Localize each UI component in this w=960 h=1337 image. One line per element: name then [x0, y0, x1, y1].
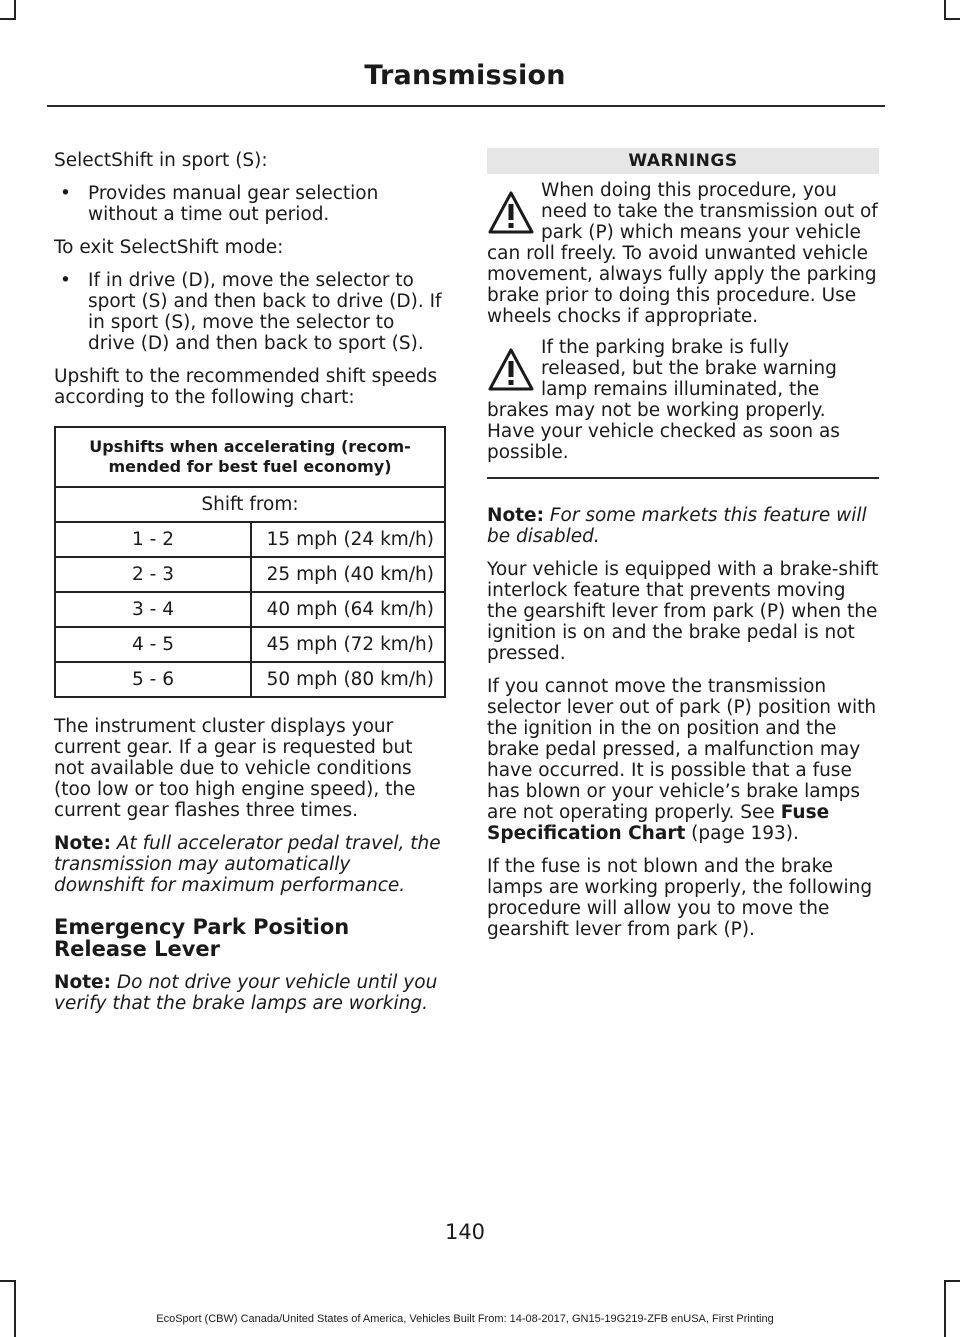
speed-cell: 15 mph (24 km/h): [251, 522, 445, 557]
table-row: [55, 522, 445, 557]
left-column: [54, 150, 446, 1026]
malfunction-paragraph: [487, 676, 879, 844]
table-row: [55, 662, 445, 697]
note-label: Note:: [487, 505, 544, 526]
interlock-paragraph: Your vehicle is equipped with a brake-shift interlock feature that prevents moving the gearshift lever from park (P) when the ignition is on and the brake pedal is not pressed.: [487, 559, 879, 664]
speed-cell: 50 mph (80 km/h): [251, 662, 445, 697]
bullet-dot-icon: •: [60, 183, 71, 204]
note-text: At full accelerator pedal travel, the transmission may automatically downshift for maximum performance.: [54, 833, 441, 896]
speed-cell: 45 mph (72 km/h): [251, 627, 445, 662]
warnings-title: WARNINGS: [487, 148, 879, 174]
exit-selectshift-intro: To exit SelectShift mode:: [54, 237, 284, 258]
crop-mark-bl-v: [14, 1280, 16, 1337]
crop-mark-tl-v: [14, 0, 16, 20]
section-heading: Emergency Park Position Release Lever: [54, 915, 350, 961]
paragraph-text: (page 193).: [685, 823, 799, 844]
paragraph-text: If you cannot move the transmission selector lever out of park (P) position with the ignition in the on position and the brake pedal pressed, a malfunction may have occurred. It is possible that a fuse has blown or your vehicle’s brake lamps are not operating properly. See: [487, 676, 877, 823]
gear-cell: 3 - 4: [55, 592, 251, 627]
note-markets: [487, 505, 879, 547]
crop-mark-bl-h: [0, 1280, 16, 1282]
warning-item: [487, 180, 879, 327]
gear-cell: 1 - 2: [55, 522, 251, 557]
procedure-paragraph: If the fuse is not blown and the brake lamps are working properly, the following procedure will allow you to move the gearshift lever from park (P).: [487, 856, 873, 940]
right-column: [487, 148, 879, 952]
warnings-box: [487, 148, 879, 479]
crop-mark-tr-v: [944, 0, 946, 20]
note-text: For some markets this feature will be disabled.: [487, 505, 867, 547]
table-row: [55, 627, 445, 662]
footer-text: EcoSport (CBW) Canada/United States of America, Vehicles Built From: 14-08-2017, GN15-19G219-ZFB enUSA, First Printing: [156, 1313, 774, 1325]
fuse-chart-link[interactable]: Fuse Specification Chart: [487, 802, 830, 844]
bullet-text: If in drive (D), move the selector to sport (S) and then back to drive (D). If in sport (S), move the selector to drive (D) and then back to sport (S).: [88, 270, 442, 354]
crop-mark-tr-h: [944, 18, 960, 20]
warning-text: When doing this procedure, you need to take the transmission out of park (P) which means your vehicle can roll freely. To avoid unwanted vehicle movement, always fully apply the parking brake prior to doing this procedure. Use wheels chocks if appropriate.: [487, 180, 878, 327]
table-title: Upshifts when accelerating (recom-mended for best fuel economy): [55, 427, 445, 487]
crop-mark-br-v: [944, 1280, 946, 1337]
bullet-item: [54, 183, 446, 225]
table-subheader: Shift from:: [55, 487, 445, 522]
upshift-table: [54, 426, 446, 698]
table-row: [55, 557, 445, 592]
cluster-paragraph: The instrument cluster displays your current gear. If a gear is requested but not available due to vehicle conditions (too low or too high engine speed), the current gear flashes three times.: [54, 716, 416, 821]
warnings-divider: [487, 477, 879, 479]
table-subheader-row: [55, 487, 445, 522]
warning-text: If the parking brake is fully released, but the brake warning lamp remains illuminated, the brakes may not be working properly. Have your vehicle checked as soon as possible.: [487, 337, 840, 463]
gear-cell: 5 - 6: [55, 662, 251, 697]
note-downshift: [54, 833, 446, 896]
note-brake-lamps: [54, 972, 446, 1014]
gear-cell: 4 - 5: [55, 627, 251, 662]
bullet-dot-icon: •: [60, 270, 71, 291]
header-divider: [47, 105, 885, 107]
note-label: Note:: [54, 833, 111, 854]
upshift-intro: Upshift to the recommended shift speeds according to the following chart:: [54, 366, 438, 408]
crop-mark-tl-h: [0, 18, 16, 20]
warning-triangle-icon: [487, 190, 535, 236]
gear-cell: 2 - 3: [55, 557, 251, 592]
table-row: [55, 592, 445, 627]
warning-triangle-icon: [487, 347, 535, 393]
note-label: Note:: [54, 972, 111, 993]
warning-item: [487, 337, 879, 463]
speed-cell: 40 mph (64 km/h): [251, 592, 445, 627]
page-title: Transmission: [364, 60, 566, 91]
crop-mark-br-h: [944, 1280, 960, 1282]
table-header-row: [55, 427, 445, 487]
selectshift-sport-intro: SelectShift in sport (S):: [54, 150, 268, 171]
speed-cell: 25 mph (40 km/h): [251, 557, 445, 592]
note-text: Do not drive your vehicle until you verify that the brake lamps are working.: [54, 972, 438, 1014]
bullet-item: [54, 270, 446, 354]
bullet-text: Provides manual gear selection without a time out period.: [88, 183, 379, 225]
page-number: 140: [444, 1220, 486, 1244]
